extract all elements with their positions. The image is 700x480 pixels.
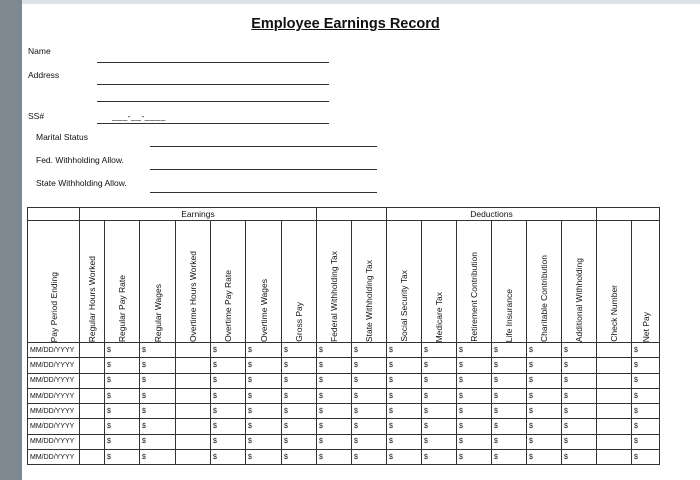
table-row <box>28 404 660 419</box>
table-cell[interactable]: $ <box>492 388 527 403</box>
column-header <box>387 221 422 343</box>
table-cell[interactable]: $ <box>422 434 457 449</box>
table-cell[interactable]: $ <box>317 343 352 358</box>
table-cell[interactable]: $ <box>422 343 457 358</box>
group-header-row <box>28 208 660 221</box>
address-field-line-2[interactable] <box>97 101 329 102</box>
table-cell[interactable]: $ <box>492 434 527 449</box>
viewer-left-frame <box>0 0 22 480</box>
table-cell[interactable] <box>176 419 211 434</box>
table-cell[interactable]: $ <box>246 388 282 403</box>
table-cell[interactable]: $ <box>246 404 282 419</box>
table-cell[interactable]: $ <box>527 358 562 373</box>
table-cell[interactable]: $ <box>140 434 176 449</box>
table-cell[interactable]: $ <box>317 434 352 449</box>
table-row <box>28 358 660 373</box>
table-cell[interactable]: $ <box>562 434 597 449</box>
column-header <box>176 221 211 343</box>
table-cell[interactable]: $ <box>527 450 562 465</box>
table-cell[interactable]: $ <box>317 373 352 388</box>
table-cell[interactable] <box>176 358 211 373</box>
table-cell[interactable]: $ <box>527 388 562 403</box>
column-header-label: Regular Hours Worked <box>87 255 97 342</box>
table-cell[interactable]: $ <box>246 373 282 388</box>
table-cell[interactable]: $ <box>562 373 597 388</box>
table-cell[interactable]: $ <box>527 419 562 434</box>
column-header <box>282 221 317 343</box>
table-cell[interactable]: $ <box>105 450 140 465</box>
table-cell[interactable]: $ <box>562 419 597 434</box>
table-cell[interactable]: $ <box>282 419 317 434</box>
state-withholding-field[interactable] <box>150 192 377 193</box>
table-cell[interactable]: $ <box>632 358 660 373</box>
address-label: Address <box>28 70 60 80</box>
column-header-label: State Withholding Tax <box>364 259 374 342</box>
column-header <box>632 221 660 343</box>
ssn-field[interactable] <box>97 123 329 124</box>
table-cell[interactable]: $ <box>562 388 597 403</box>
table-cell[interactable] <box>80 358 105 373</box>
table-cell[interactable] <box>80 373 105 388</box>
table-cell[interactable]: $ <box>492 419 527 434</box>
table-cell[interactable]: $ <box>527 404 562 419</box>
table-cell[interactable]: $ <box>422 388 457 403</box>
table-cell[interactable] <box>176 343 211 358</box>
table-cell[interactable]: $ <box>457 388 492 403</box>
pay-period-cell[interactable]: MM/DD/YYYY <box>28 373 80 388</box>
table-cell[interactable]: $ <box>105 434 140 449</box>
column-header <box>246 221 282 343</box>
table-cell[interactable] <box>597 419 632 434</box>
table-cell[interactable]: $ <box>387 404 422 419</box>
table-cell[interactable]: $ <box>632 419 660 434</box>
table-cell[interactable]: $ <box>527 434 562 449</box>
table-cell[interactable]: $ <box>387 343 422 358</box>
table-cell[interactable]: $ <box>457 343 492 358</box>
table-cell[interactable]: $ <box>562 450 597 465</box>
column-header <box>562 221 597 343</box>
column-header <box>140 221 176 343</box>
table-cell[interactable]: $ <box>422 373 457 388</box>
table-cell[interactable]: $ <box>317 450 352 465</box>
table-cell[interactable]: $ <box>457 434 492 449</box>
table-cell[interactable]: $ <box>632 404 660 419</box>
table-cell[interactable]: $ <box>457 404 492 419</box>
table-cell[interactable]: $ <box>282 343 317 358</box>
table-cell[interactable]: $ <box>211 388 246 403</box>
table-cell[interactable] <box>597 358 632 373</box>
table-cell[interactable]: $ <box>492 358 527 373</box>
column-header-label: Life Insurance <box>504 288 514 342</box>
column-header <box>28 221 80 343</box>
column-header <box>527 221 562 343</box>
fed-withholding-field[interactable] <box>150 169 377 170</box>
column-header-label: Regular Wages <box>152 283 163 342</box>
column-header-label: Social Security Tax <box>399 270 409 342</box>
table-cell[interactable] <box>176 373 211 388</box>
table-cell[interactable] <box>80 434 105 449</box>
table-cell[interactable]: $ <box>246 434 282 449</box>
table-cell[interactable]: $ <box>317 419 352 434</box>
table-cell[interactable]: $ <box>632 434 660 449</box>
pay-period-cell[interactable]: MM/DD/YYYY <box>28 450 80 465</box>
column-header-label: Additional Withholding <box>574 257 584 342</box>
table-cell[interactable]: $ <box>352 343 387 358</box>
address-field-line-1[interactable] <box>97 84 329 85</box>
table-cell[interactable]: $ <box>140 388 176 403</box>
table-cell[interactable]: $ <box>527 373 562 388</box>
group-header-empty <box>28 208 80 221</box>
table-cell[interactable] <box>80 388 105 403</box>
deductions-group-header: Deductions <box>387 208 597 221</box>
table-cell[interactable]: $ <box>140 358 176 373</box>
table-cell[interactable]: $ <box>282 434 317 449</box>
table-cell[interactable] <box>80 419 105 434</box>
column-header <box>211 221 246 343</box>
ssn-format: ___-__-____ <box>112 111 166 121</box>
column-header-label: Overtime Hours Worked <box>188 250 198 342</box>
table-cell[interactable]: $ <box>352 450 387 465</box>
table-cell[interactable]: $ <box>422 450 457 465</box>
table-cell[interactable]: $ <box>352 358 387 373</box>
table-cell[interactable]: $ <box>140 343 176 358</box>
table-cell[interactable]: $ <box>492 404 527 419</box>
table-cell[interactable]: $ <box>632 373 660 388</box>
column-header-label: Overtime Pay Rate <box>223 270 233 342</box>
document-page <box>22 4 700 480</box>
column-header <box>317 221 352 343</box>
pay-period-cell[interactable]: MM/DD/YYYY <box>28 358 80 373</box>
table-cell[interactable]: $ <box>387 373 422 388</box>
table-cell[interactable] <box>176 404 211 419</box>
table-cell[interactable]: $ <box>211 450 246 465</box>
column-header <box>422 221 457 343</box>
table-cell[interactable]: $ <box>211 358 246 373</box>
marital-status-field[interactable] <box>150 146 377 147</box>
table-cell[interactable]: $ <box>105 358 140 373</box>
column-header-label: Check Number <box>609 285 619 342</box>
earnings-group-header: Earnings <box>80 208 317 221</box>
pay-period-cell[interactable]: MM/DD/YYYY <box>28 404 80 419</box>
table-cell[interactable]: $ <box>317 358 352 373</box>
table-cell[interactable]: $ <box>282 450 317 465</box>
table-cell[interactable]: $ <box>317 404 352 419</box>
table-cell[interactable]: $ <box>352 404 387 419</box>
table-cell[interactable]: $ <box>492 343 527 358</box>
column-header-label: Pay Period Ending <box>48 271 59 342</box>
table-cell[interactable]: $ <box>246 343 282 358</box>
table-cell[interactable] <box>597 404 632 419</box>
table-cell[interactable]: $ <box>632 388 660 403</box>
table-cell[interactable]: $ <box>246 450 282 465</box>
table-cell[interactable]: $ <box>282 373 317 388</box>
table-cell[interactable] <box>80 404 105 419</box>
table-cell[interactable]: $ <box>457 419 492 434</box>
table-cell[interactable]: $ <box>562 404 597 419</box>
column-header <box>352 221 387 343</box>
table-cell[interactable] <box>176 388 211 403</box>
table-cell[interactable]: $ <box>211 373 246 388</box>
table-cell[interactable]: $ <box>211 434 246 449</box>
column-header <box>80 221 105 343</box>
table-cell[interactable]: $ <box>387 388 422 403</box>
table-cell[interactable] <box>176 434 211 449</box>
table-cell[interactable] <box>80 450 105 465</box>
table-cell[interactable]: $ <box>562 358 597 373</box>
column-header <box>457 221 492 343</box>
column-header-label: Medicare Tax <box>434 291 444 342</box>
table-cell[interactable] <box>597 388 632 403</box>
name-label: Name <box>28 46 51 56</box>
table-cell[interactable]: $ <box>211 343 246 358</box>
state-withholding-label: State Withholding Allow. <box>36 178 127 188</box>
table-cell[interactable]: $ <box>105 419 140 434</box>
table-cell[interactable]: $ <box>246 419 282 434</box>
table-cell[interactable]: $ <box>387 450 422 465</box>
table-row <box>28 373 660 388</box>
table-row <box>28 419 660 434</box>
table-cell[interactable]: $ <box>105 373 140 388</box>
table-cell[interactable]: $ <box>211 404 246 419</box>
ssn-label: SS# <box>28 111 45 121</box>
table-cell[interactable] <box>80 343 105 358</box>
table-cell[interactable]: $ <box>422 358 457 373</box>
pay-period-cell[interactable]: MM/DD/YYYY <box>28 388 80 403</box>
table-cell[interactable]: $ <box>387 419 422 434</box>
table-cell[interactable]: $ <box>632 343 660 358</box>
table-cell[interactable] <box>597 343 632 358</box>
column-header-label: Federal Withholding Tax <box>329 250 339 342</box>
column-header <box>597 221 632 343</box>
table-row <box>28 450 660 465</box>
table-cell[interactable]: $ <box>105 404 140 419</box>
pay-period-cell[interactable]: MM/DD/YYYY <box>28 419 80 434</box>
table-cell[interactable]: $ <box>457 358 492 373</box>
table-cell[interactable]: $ <box>352 434 387 449</box>
table-cell[interactable]: $ <box>562 343 597 358</box>
net-group-header <box>597 208 660 221</box>
column-header-label: Retirement Contribution <box>469 252 479 342</box>
table-cell[interactable]: $ <box>140 419 176 434</box>
table-cell[interactable] <box>597 450 632 465</box>
table-cell[interactable]: $ <box>317 388 352 403</box>
table-cell[interactable] <box>597 434 632 449</box>
column-header-label: Charitable Contribution <box>539 255 549 342</box>
table-cell[interactable]: $ <box>211 419 246 434</box>
fed-withholding-label: Fed. Withholding Allow. <box>36 155 124 165</box>
table-cell[interactable]: $ <box>352 373 387 388</box>
table-cell[interactable]: $ <box>457 373 492 388</box>
table-cell[interactable]: $ <box>140 450 176 465</box>
table-cell[interactable]: $ <box>282 404 317 419</box>
table-cell[interactable]: $ <box>457 450 492 465</box>
pay-period-cell[interactable]: MM/DD/YYYY <box>28 434 80 449</box>
table-cell[interactable]: $ <box>422 419 457 434</box>
table-cell[interactable]: $ <box>282 388 317 403</box>
column-header-row <box>28 221 660 343</box>
name-field[interactable] <box>97 62 329 63</box>
marital-status-label: Marital Status <box>36 132 88 142</box>
table-row <box>28 343 660 358</box>
table-cell[interactable]: $ <box>282 358 317 373</box>
table-cell[interactable]: $ <box>387 434 422 449</box>
table-cell[interactable]: $ <box>140 373 176 388</box>
pay-period-cell[interactable]: MM/DD/YYYY <box>28 343 80 358</box>
table-cell[interactable]: $ <box>492 450 527 465</box>
table-cell[interactable] <box>597 373 632 388</box>
column-header-label: Gross Pay <box>294 302 304 342</box>
table-cell[interactable]: $ <box>352 419 387 434</box>
table-cell[interactable]: $ <box>140 404 176 419</box>
table-cell[interactable]: $ <box>387 358 422 373</box>
table-cell[interactable]: $ <box>422 404 457 419</box>
earnings-table <box>27 207 660 465</box>
table-cell[interactable]: $ <box>246 358 282 373</box>
table-cell[interactable]: $ <box>105 388 140 403</box>
column-header <box>105 221 140 343</box>
table-cell[interactable]: $ <box>492 373 527 388</box>
table-cell[interactable]: $ <box>352 388 387 403</box>
table-cell[interactable] <box>176 450 211 465</box>
table-row <box>28 434 660 449</box>
table-row <box>28 388 660 403</box>
table-cell[interactable]: $ <box>105 343 140 358</box>
table-cell[interactable]: $ <box>527 343 562 358</box>
tax-group-header <box>317 208 387 221</box>
column-header-label: Regular Pay Rate <box>117 274 127 342</box>
column-header-label: Overtime Wages <box>258 279 269 342</box>
table-cell[interactable]: $ <box>632 450 660 465</box>
column-header <box>492 221 527 343</box>
document-title: Employee Earnings Record <box>251 16 440 32</box>
column-header-label: Net Pay <box>640 311 651 342</box>
